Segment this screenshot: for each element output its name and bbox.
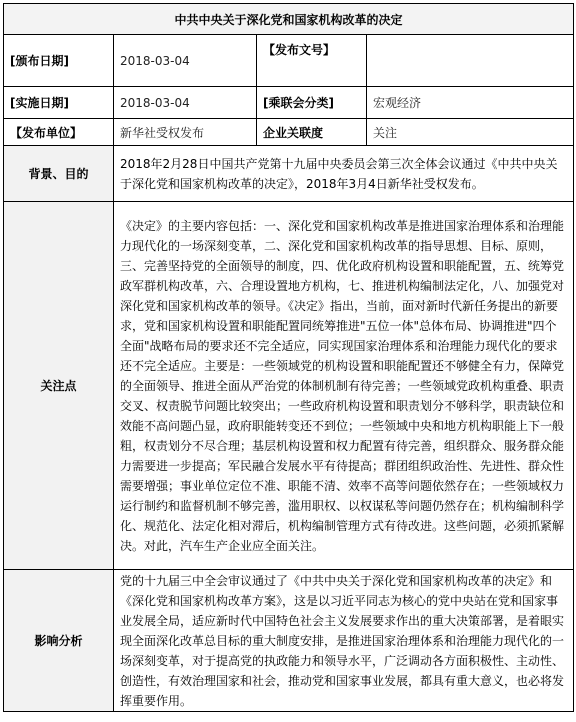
document-title: 中共中央关于深化党和国家机构改革的决定 — [4, 4, 574, 35]
issue-date-row — [4, 35, 574, 87]
relevance-value: 关注 — [367, 119, 574, 146]
publisher-value: 新华社受权发布 — [114, 119, 257, 146]
effective-date-row — [4, 87, 574, 119]
policy-document-table — [3, 3, 574, 712]
focus-text: 《决定》的主要内容包括：一、深化党和国家机构改革是推进国家治理体系和治理能力现代化的一场深刻变革，二、深化党和国家机构改革的指导思想、目标、原则，三、完善坚持党的全面领导的制度，四、优化政府机构设置和职能配置，五、统筹党政军群机构改革，六、合理设置地方机构，七、推进机构编制法定化，八、加强党对深化党和国家机构改革的领导。《决定》指出，当前，面对新时代新任务提出的新要求，党和国家机构设置和职能配置同统筹推进"五位一体"总体布局、协调推进"四个全面"战略布局的要求还不完全适应，同实现国家治理体系和治理能力现代化的要求还不完全适应。主要是：一些领域党的机构设置和职能配置还不够健全有力，保障党的全面领导、推进全面从严治党的体制机制有待完善；一些领域党政机构重叠、职责交叉、权责脱节问题比较突出；一些政府机构设置和职责划分不够科学，职责缺位和效能不高问题凸显，政府职能转变还不到位；一些领域中央和地方机构职能上下一般粗，权责划分不尽合理；基层机构设置和权力配置有待完善，组织群众、服务群众能力需要进一步提高；军民融合发展水平有待提高；群团组织政治性、先进性、群众性需要增强；事业单位定位不准、职能不清、效率不高等问题依然存在；一些领域权力运行制约和监督机制不够完善，滥用职权、以权谋私等问题仍然存在；机构编制科学化、规范化、法定化相对滞后，机构编制管理方式有待改进。这些问题，必须抓紧解决。对此，汽车生产企业应全面关注。 — [114, 202, 574, 570]
doc-number-value — [367, 35, 574, 87]
effective-date-value: 2018-03-04 — [114, 87, 257, 119]
publisher-label: 【发布单位】 — [4, 119, 114, 146]
issue-date-label: [颁布日期] — [4, 35, 114, 87]
relevance-label: 企业关联度 — [257, 119, 367, 146]
title-row — [4, 4, 574, 35]
background-text: 2018年2月28日中国共产党第十九届中央委员会第三次全体会议通过《中共中央关于深化党和国家机构改革的决定》，2018年3月4日新华社受权发布。 — [114, 146, 574, 202]
focus-label: 关注点 — [4, 202, 114, 570]
impact-label: 影响分析 — [4, 570, 114, 712]
focus-row — [4, 202, 574, 570]
impact-text: 党的十九届三中全会审议通过了《中共中央关于深化党和国家机构改革的决定》和《深化党和国家机构改革方案》，这是以习近平同志为核心的党中央站在党和国家事业发展全局，适应新时代中国特色社会主义发展要求作出的重大决策部署，是着眼实现全面深化改革总目标的重大制度安排，是推进国家治理体系和治理能力现代化的一场深刻变革，对于提高党的执政能力和领导水平，广泛调动各方面积极性、主动性、创造性，有效治理国家和社会，推动党和国家事业发展，都具有重大意义，也必将发挥重要作用。 — [114, 570, 574, 712]
impact-row — [4, 570, 574, 712]
background-row — [4, 146, 574, 202]
issue-date-value: 2018-03-04 — [114, 35, 257, 87]
category-label: [乘联会分类] — [257, 87, 367, 119]
effective-date-label: [实施日期] — [4, 87, 114, 119]
doc-number-label: 【发布文号】 — [257, 35, 367, 87]
category-value: 宏观经济 — [367, 87, 574, 119]
background-label: 背景、目的 — [4, 146, 114, 202]
publisher-row — [4, 119, 574, 146]
